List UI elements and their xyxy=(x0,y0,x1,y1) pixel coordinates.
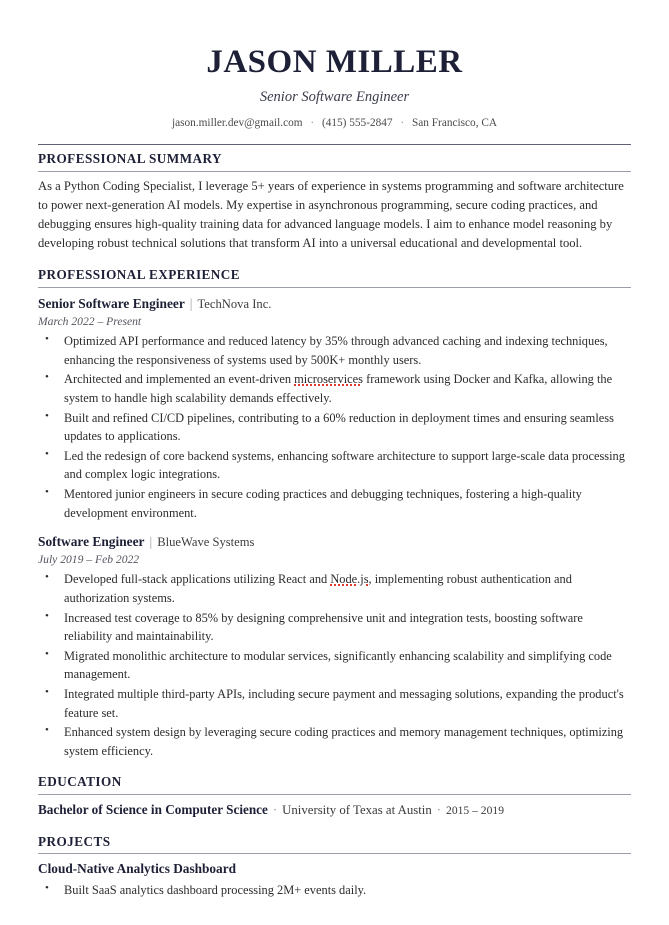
section-education xyxy=(38,774,631,819)
section-professional-summary xyxy=(38,144,631,253)
bullet-item xyxy=(38,647,631,684)
bullet-item xyxy=(38,881,631,900)
spellcheck-flagged-word[interactable]: microservices xyxy=(294,372,363,387)
section-title-summary: PROFESSIONAL SUMMARY xyxy=(38,151,631,172)
bullet-item xyxy=(38,570,631,607)
candidate-name: JASON MILLER xyxy=(206,44,463,80)
bullet-text: Migrated monolithic architecture to modular services, significantly enhancing scalability and simplifying code management. xyxy=(64,648,612,682)
experience-body xyxy=(38,288,631,761)
section-projects xyxy=(38,834,631,900)
contact-separator-dot: · xyxy=(400,116,405,129)
section-title-projects: PROJECTS xyxy=(38,834,631,855)
bullet-text: Mentored junior engineers in secure coding practices and debugging techniques, fostering a high-quality development environment. xyxy=(64,486,582,520)
summary-body xyxy=(38,172,631,254)
bullet-item xyxy=(38,370,631,407)
bullet-text: Increased test coverage to 85% by designing comprehensive unit and integration tests, boosting software reliability and maintainability. xyxy=(64,610,583,644)
bullet-text: Built and refined CI/CD pipelines, contributing to a 60% reduction in deployment times and ensuring seamless updates to applications. xyxy=(64,410,614,444)
candidate-headline: Senior Software Engineer xyxy=(259,89,410,106)
bullet-text: framework using Docker and Kafka, allowing the system to handle high scalability demands effectively. xyxy=(64,372,613,405)
bullet-item xyxy=(38,409,631,446)
job-bullet-list xyxy=(38,332,631,522)
job-company: BlueWave Systems xyxy=(157,535,255,550)
job-title: Software Engineer xyxy=(38,534,145,550)
contact-email[interactable]: jason.miller.dev@gmail.com xyxy=(171,116,303,129)
section-title-education: EDUCATION xyxy=(38,774,631,795)
bullet-text: Developed full-stack applications utilizing React and xyxy=(64,572,331,587)
bullet-item xyxy=(38,685,631,722)
project-name: Cloud-Native Analytics Dashboard xyxy=(38,861,236,877)
education-separator-dot: · xyxy=(272,802,278,817)
bullet-text: Led the redesign of core backend systems, enhancing software architecture to support large-scale data processing and complex logic integrations. xyxy=(64,448,625,482)
education-degree: Bachelor of Science in Computer Science xyxy=(38,801,268,817)
section-professional-experience xyxy=(38,267,631,760)
contact-separator-dot: · xyxy=(310,116,315,129)
job-dates: July 2019 – Feb 2022 xyxy=(38,553,140,567)
bullet-item xyxy=(38,609,631,646)
bullet-text: Architected and implemented an event-driven xyxy=(64,372,295,387)
bullet-text: Built SaaS analytics dashboard processing 2M+ events daily. xyxy=(64,883,367,898)
job-title: Senior Software Engineer xyxy=(38,295,185,311)
job-separator: | xyxy=(149,534,153,550)
summary-text: As a Python Coding Specialist, I leverage 5+ years of experience in systems programming and software architecture to power next-generation AI models. My expertise in asynchronous programming, secure coding practices, and debugging ensures high-quality training data for advanced language models. I aim to enhance model reasoning by developing robust technical solutions that transform AI into a universal educational and developmental tool. xyxy=(38,178,624,251)
spellcheck-flagged-word[interactable]: Node.js xyxy=(330,572,369,587)
bullet-item xyxy=(38,485,631,522)
contact-location: San Francisco, CA xyxy=(412,116,498,129)
job-bullet-list xyxy=(38,570,631,760)
section-top-rule xyxy=(38,144,631,145)
bullet-text: Integrated multiple third-party APIs, including secure payment and messaging solutions, expanding the product's feature set. xyxy=(64,686,624,720)
bullet-item xyxy=(38,723,631,760)
contact-line xyxy=(38,116,631,131)
job-dates: March 2022 – Present xyxy=(38,315,142,329)
education-school: University of Texas at Austin xyxy=(282,802,432,817)
job-company: TechNova Inc. xyxy=(197,296,272,311)
education-years: 2015 – 2019 xyxy=(446,803,504,817)
bullet-item xyxy=(38,332,631,369)
job-heading xyxy=(38,295,631,313)
contact-phone[interactable]: (415) 555-2847 xyxy=(321,116,393,129)
resume-header xyxy=(38,0,631,130)
bullet-text: , implementing robust authentication and authorization systems. xyxy=(64,572,572,605)
education-body xyxy=(38,795,631,820)
bullet-text: Enhanced system design by leveraging secure coding practices and memory management techniques, optimizing system efficiency. xyxy=(64,725,624,758)
job-separator: | xyxy=(189,295,193,311)
education-entry xyxy=(38,801,631,820)
experience-entry xyxy=(38,533,631,760)
project-bullet-list xyxy=(38,881,631,900)
projects-body xyxy=(38,854,631,900)
bullet-item xyxy=(38,447,631,484)
job-heading xyxy=(38,533,631,551)
education-separator-dot: · xyxy=(436,802,442,817)
bullet-text: Optimized API performance and reduced latency by 35% through advanced caching and indexing techniques, enhancing the responsiveness of systems used by 500K+ monthly users. xyxy=(64,334,608,367)
experience-entry xyxy=(38,295,631,522)
section-title-experience: PROFESSIONAL EXPERIENCE xyxy=(38,267,631,288)
